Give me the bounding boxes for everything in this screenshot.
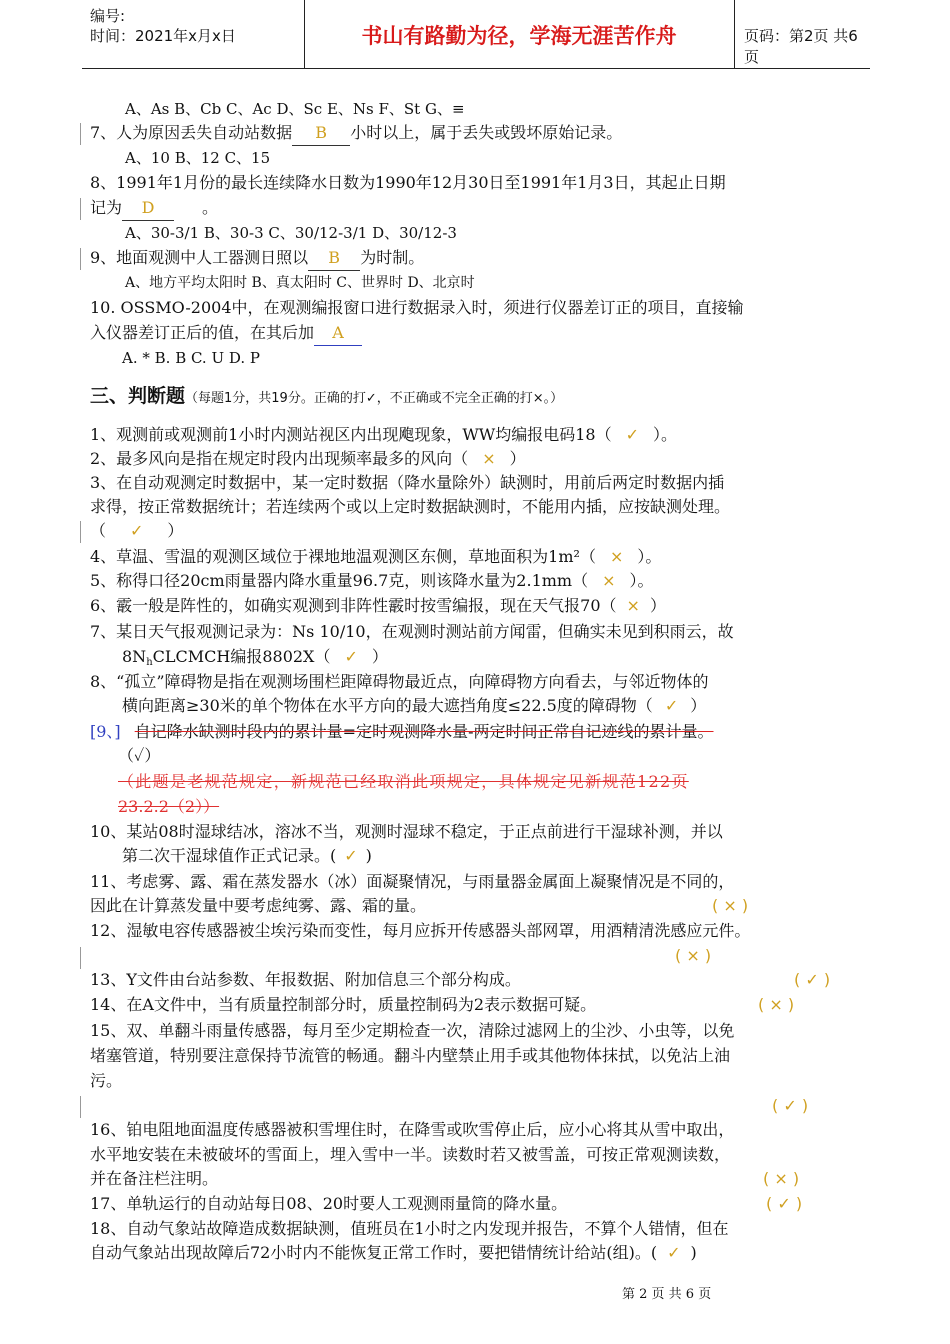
q10-answer: A: [314, 321, 362, 346]
judge-15-line-1: 15、双、单翻斗雨量传感器，每月至少定期检查一次，清除过滤网上的尘沙、小虫等，以免: [90, 1021, 735, 1040]
judge-10-line-1: 10、某站08时湿球结冰，溶冰不当，观测时湿球不稳定，于正点前进行干湿球补测，并以: [90, 822, 723, 841]
header-time: 时间：2021年x月x日: [90, 27, 236, 45]
judge-3-mark: ✓: [130, 521, 144, 540]
q9-line: [90, 246, 424, 271]
judge-18-line-2: [90, 1241, 697, 1265]
judge-3-line-1: 3、在自动观测定时数据中，某一定时数据（降水量除外）缺测时，用前后两定时数据内插: [90, 473, 725, 492]
q8-text: 记为: [90, 198, 123, 217]
judge-16-line-3: 并在备注栏注明。: [90, 1169, 219, 1188]
section-3-title: 三、判断题: [90, 385, 186, 407]
judge-9-note-1: （此题是老规范规定，新规范已经取消此项规定，具体规定见新规范122页: [118, 772, 689, 791]
judge-18-end: ): [690, 1243, 697, 1262]
q7-text: 7、人为原因丢失自动站数据: [90, 123, 293, 142]
judge-5-end: ）。: [629, 571, 654, 590]
judge-9-note-2: 23.2.2（2））: [118, 797, 220, 816]
judge-6-mark: ×: [626, 596, 640, 615]
judge-7-code-a: 8N: [122, 647, 147, 666]
header-motto: 书山有路勤为径，学海无涯苦作舟: [361, 24, 677, 48]
judge-18-text: 自动气象站出现故障后72小时内不能恢复正常工作时，要把错情统计给站(组)。(: [90, 1243, 658, 1262]
margin-mark: [80, 198, 81, 220]
q9-answer: B: [308, 246, 360, 271]
judge-1: [90, 423, 677, 447]
judge-5: [90, 569, 654, 593]
judge-4: [90, 545, 661, 569]
judge-5-mark: ×: [602, 571, 616, 590]
q8-line-2: [90, 196, 218, 221]
judge-1-text: 1、观测前或观测前1小时内测站视区内出现飑现象，WW均编报电码18（: [90, 425, 612, 444]
judge-7-code-b: CLCMCH编报8802X（: [152, 647, 331, 666]
judge-1-mark: ✓: [625, 425, 640, 444]
judge-14: 14、在A文件中，当有质量控制部分时，质量控制码为2表示数据可疑。: [90, 995, 597, 1014]
header-number: 编号:: [90, 7, 126, 25]
judge-16-line-2: 水平地安装在未被破坏的雪面上，埋入雪中一半。读数时若又被雪盖，可按正常观测读数，: [90, 1145, 731, 1164]
judge-16-mark: ( × ): [763, 1169, 800, 1188]
q7-text-end: 小时以上，属于丢失或毁坏原始记录。: [350, 123, 623, 142]
judge-7-line-1: 7、某日天气报观测记录为：Ns 10/10，在观测时测站前方闻雷，但确实未见到积雨云，故: [90, 622, 734, 641]
judge-1-end: ）。: [653, 425, 678, 444]
judge-3-end: ）: [167, 521, 184, 540]
judge-10-line-2: [122, 844, 372, 868]
q10-options: A. * B. B C. U D. P: [122, 349, 260, 367]
judge-6: [90, 594, 666, 618]
judge-18-line-1: 18、自动气象站故障造成数据缺测，值班员在1小时之内发现并报告，不算个人错情，但在: [90, 1219, 729, 1238]
judge-8-line-2: [122, 694, 706, 718]
judge-17-mark: ( ✓ ): [766, 1194, 803, 1213]
section-3-heading: [90, 384, 563, 411]
q7-line: [90, 121, 622, 146]
judge-13-mark: ( ✓ ): [794, 970, 831, 989]
judge-15-line-3: 污。: [90, 1071, 123, 1090]
judge-8-mark: ✓: [664, 696, 679, 715]
judge-13: 13、Y文件由台站参数、年报数据、附加信息三个部分构成。: [90, 970, 521, 989]
judge-7-sub: h: [146, 657, 153, 668]
judge-2-mark: ×: [482, 449, 496, 468]
judge-11-mark: ( × ): [712, 896, 749, 915]
judge-4-end: ）。: [637, 547, 662, 566]
judge-10-end: ): [365, 846, 372, 865]
q10-text: 入仪器差订正后的值，在其后加: [90, 323, 315, 342]
judge-8-text: 横向距离≥30米的单个物体在水平方向的最大遮挡角度≤22.5度的障碍物（: [122, 696, 653, 715]
judge-4-text: 4、草温、雪温的观测区域位于裸地地温观测区东侧，草地面积为1m²（: [90, 547, 596, 566]
judge-11-line-1: 11、考虑雾、露、霜在蒸发器水（冰）面凝聚情况，与雨量器金属面上凝聚情况是不同的，: [90, 872, 735, 891]
judge-8-line-1: 8、“孤立”障碍物是指在观测场围栏距障碍物最近点，向障碍物方向看去，与邻近物体的: [90, 672, 709, 691]
margin-mark: [80, 123, 81, 145]
judge-16-line-1: 16、铂电阻地面温度传感器被积雪埋住时，在降雪或吹雪停止后，应小心将其从雪中取出，: [90, 1120, 735, 1139]
page-footer: 第 2 页 共 6 页: [622, 1287, 712, 1302]
q8-options: A、30-3/1 B、30-3 C、30/12-3/1 D、30/12-3: [125, 224, 457, 242]
judge-12-mark: ( × ): [675, 946, 712, 965]
judge-17: 17、单轨运行的自动站每日08、20时要人工观测雨量筒的降水量。: [90, 1194, 568, 1213]
q7-answer: B: [292, 121, 350, 146]
judge-6-end: ）: [649, 596, 666, 615]
margin-mark: [80, 1096, 81, 1118]
judge-8-end: ）: [690, 696, 707, 715]
q9-text: 9、地面观测中人工器测日照以: [90, 248, 309, 267]
judge-9-text: 自记降水缺测时段内的累计量=定时观测降水量-两定时间正常自记迹线的累计量。: [134, 722, 714, 741]
judge-9-line-1: [90, 720, 714, 744]
judge-9-number: [9、]: [90, 722, 121, 741]
margin-mark: [80, 947, 81, 969]
judge-2-text: 2、最多风向是指在规定时段内出现频率最多的风向（: [90, 449, 469, 468]
judge-3-open: （: [90, 521, 107, 540]
judge-4-mark: ×: [609, 547, 624, 566]
q6-options: A、As B、Cb C、Ac D、Sc E、Ns F、St G、≡: [125, 100, 465, 118]
judge-2: [90, 447, 526, 471]
judge-18-mark: ✓: [667, 1243, 681, 1262]
page-header: [82, 0, 870, 69]
header-page: 页码：第2页 共6页: [744, 27, 858, 66]
judge-15-mark: ( ✓ ): [772, 1096, 809, 1115]
judge-11-line-2: 因此在计算蒸发量中要考虑纯雾、露、霜的量。: [90, 896, 427, 915]
judge-5-text: 5、称得口径20cm雨量器内降水重量96.7克，则该降水量为2.1mm（: [90, 571, 589, 590]
margin-mark: [80, 521, 81, 543]
judge-15-line-2: 堵塞管道，特别要注意保持节流管的畅通。翻斗内壁禁止用手或其他物体抹拭，以免沾上油: [90, 1046, 731, 1065]
q8-answer: D: [122, 196, 174, 221]
q9-text-end: 为时制。: [360, 248, 425, 267]
q10-line-1: 10. OSSMO-2004中，在观测编报窗口进行数据录入时，须进行仪器差订正的项目，直接输: [90, 298, 744, 317]
q8-text-end: 。: [202, 198, 219, 217]
header-divider: [734, 0, 735, 68]
judge-12-line-1: 12、湿敏电容传感器被尘埃污染而变性，每月应拆开传感器头部网罩，用酒精清洗感应元件。: [90, 921, 751, 940]
judge-10-text: 第二次干湿球值作正式记录。(: [122, 846, 337, 865]
judge-2-end: ）: [509, 449, 526, 468]
judge-10-mark: ✓: [344, 846, 358, 865]
section-3-note: （每题1分，共19分。正确的打✓，不正确或不完全正确的打×。）: [185, 391, 564, 406]
judge-3-line-3: [90, 519, 183, 543]
judge-14-mark: ( × ): [758, 995, 795, 1014]
margin-mark: [80, 248, 81, 270]
q9-options: A、地方平均太阳时 B、真太阳时 C、世界时 D、北京时: [125, 275, 475, 291]
judge-7-mark: ✓: [344, 647, 358, 666]
header-meta: [90, 6, 300, 46]
judge-3-line-2: 求得，按正常数据统计；若连续两个或以上定时数据缺测时，不能用内插，应按缺测处理。: [90, 497, 731, 516]
judge-9-mark: （✓）: [118, 746, 161, 765]
judge-7-end: ）: [371, 647, 388, 666]
q10-line-2: [90, 321, 362, 346]
q8-line-1: 8、1991年1月份的最长连续降水日数为1990年12月30日至1991年1月3日，其起止日期: [90, 173, 726, 192]
q7-options: A、10 B、12 C、15: [125, 149, 271, 167]
judge-6-text: 6、霰一般是阵性的，如确实观测到非阵性霰时按雪编报，现在天气报70（: [90, 596, 617, 615]
